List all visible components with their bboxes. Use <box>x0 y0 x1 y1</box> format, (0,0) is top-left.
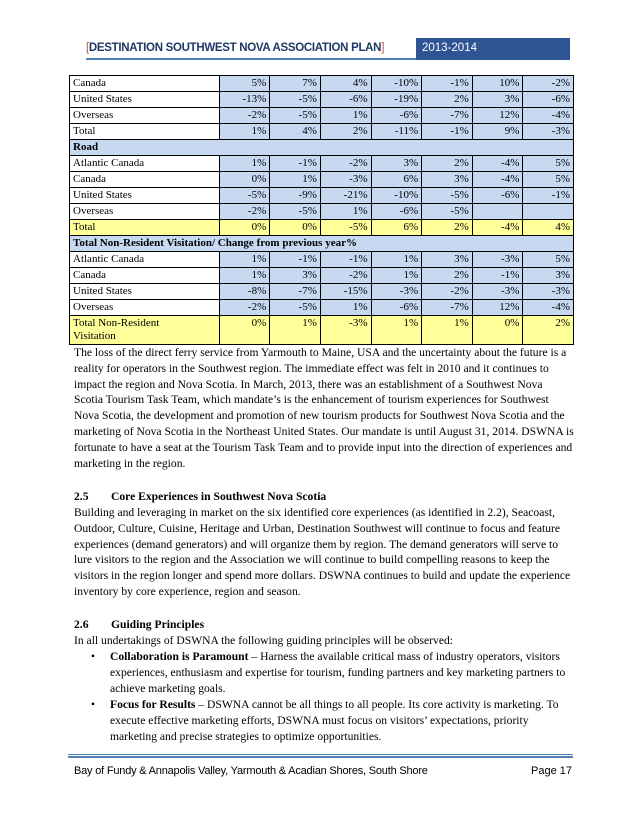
table-cell: -6% <box>371 204 422 220</box>
table-cell: 2% <box>422 220 473 236</box>
row-label-line: Total Non-Resident <box>73 317 160 329</box>
table-cell <box>523 204 574 220</box>
table-row <box>70 236 574 252</box>
table-cell: 5% <box>523 252 574 268</box>
table-cell: -1% <box>320 252 371 268</box>
row-label: Atlantic Canada <box>70 156 220 172</box>
table-cell: -6% <box>472 188 523 204</box>
table-cell: -1% <box>523 188 574 204</box>
table-row <box>70 108 574 124</box>
table-row <box>70 300 574 316</box>
bullet-icon: • <box>91 650 96 663</box>
row-label: Total <box>70 124 220 140</box>
table-cell: -2% <box>219 108 270 124</box>
table-cell: -3% <box>320 316 371 345</box>
row-label: United States <box>70 284 220 300</box>
table-cell: 3% <box>371 156 422 172</box>
table-cell: 7% <box>270 76 321 92</box>
table-cell: 1% <box>270 172 321 188</box>
section-number: 2.6 <box>74 618 89 631</box>
table-cell: -3% <box>320 172 371 188</box>
table-cell: 1% <box>270 316 321 345</box>
table-cell: -4% <box>523 108 574 124</box>
table-cell: -10% <box>371 188 422 204</box>
table-cell: -6% <box>371 108 422 124</box>
table-cell: 1% <box>371 252 422 268</box>
table-cell: -5% <box>422 204 473 220</box>
table-cell: -4% <box>472 220 523 236</box>
table-cell: -2% <box>523 76 574 92</box>
row-label: United States <box>70 92 220 108</box>
table-cell: -7% <box>422 108 473 124</box>
bullet-icon: • <box>91 698 96 712</box>
table-cell: 0% <box>270 220 321 236</box>
table-cell: -19% <box>371 92 422 108</box>
paragraph-ferry: The loss of the direct ferry service from Yarmouth to Maine, USA and the uncertainty about the future is a reality for operators in the Southwest region. The immediate effect was felt in 2010 and it continues to impact the region and Nova Scotia. In March, 2013, there was an establishment of a Southwest Nova Scotia Tourism Task Team, which mandate’s is the enhancement of tourism experiences for Southwest Nova Scotia, the development and promotion of new tourism products for Southwest Nova Scotia and the marketing of Nova Scotia in the Northeast United States. Our mandate is until August 31, 2014. DSWNA is fortunate to have a seat at the Tourism Task Team and to provide input into the direction of experiences and marketing in the region. <box>74 346 574 470</box>
table-cell: 3% <box>523 268 574 284</box>
table-row <box>70 156 574 172</box>
section-title: Guiding Principles <box>111 618 205 631</box>
header-bracket-open: [ <box>86 42 89 54</box>
table-row <box>70 92 574 108</box>
principle-title: Focus for Results <box>110 698 196 712</box>
table-cell: 2% <box>422 92 473 108</box>
table-cell: 0% <box>219 316 270 345</box>
table-cell: 4% <box>320 76 371 92</box>
row-label: Overseas <box>70 204 220 220</box>
table-cell: -3% <box>472 252 523 268</box>
table-cell: -15% <box>320 284 371 300</box>
table-cell: -4% <box>472 156 523 172</box>
table-cell: 1% <box>219 156 270 172</box>
table-cell: -6% <box>523 92 574 108</box>
table-cell: 4% <box>270 124 321 140</box>
table-cell: 12% <box>472 108 523 124</box>
table-cell: 4% <box>523 220 574 236</box>
table-row <box>70 284 574 300</box>
table-cell: -5% <box>270 300 321 316</box>
table-cell <box>472 204 523 220</box>
table-cell: -5% <box>270 92 321 108</box>
row-label-line: Visitation <box>73 330 116 342</box>
row-label: Overseas <box>70 108 220 124</box>
table-cell: 12% <box>472 300 523 316</box>
row-label: United States <box>70 188 220 204</box>
table-cell: -6% <box>320 92 371 108</box>
table-cell: 3% <box>422 252 473 268</box>
header-title-text: DESTINATION SOUTHWEST NOVA ASSOCIATION PLAN <box>88 42 382 54</box>
table-cell: 3% <box>270 268 321 284</box>
table-cell: -4% <box>523 300 574 316</box>
table-cell: 0% <box>472 316 523 345</box>
table-cell: -2% <box>422 284 473 300</box>
table-cell: -13% <box>219 92 270 108</box>
table-cell: -1% <box>270 156 321 172</box>
table-cell: -2% <box>320 156 371 172</box>
list-item <box>74 697 574 744</box>
table-cell: -9% <box>270 188 321 204</box>
row-label: Total <box>70 220 220 236</box>
table-row <box>70 140 574 156</box>
table-cell: 1% <box>320 300 371 316</box>
table-row <box>70 76 574 92</box>
row-label: Atlantic Canada <box>70 252 220 268</box>
table-row <box>70 124 574 140</box>
principle-text: – DSWNA cannot be all things to all people. Its core activity is marketing. To execute effective marketing efforts, DSWNA must focus on visitors’ expectations, priority marketing and precise strategies to optimize opportunities. <box>110 698 559 743</box>
table-cell: 10% <box>472 76 523 92</box>
section-heading-2-5 <box>74 489 574 505</box>
table-row <box>70 188 574 204</box>
header-bracket-close: ] <box>381 42 385 54</box>
table-row <box>70 172 574 188</box>
table-cell: 1% <box>422 316 473 345</box>
table-row <box>70 252 574 268</box>
table-cell: -3% <box>472 284 523 300</box>
header-year: 2013-2014 <box>416 38 570 60</box>
table-cell: -2% <box>320 268 371 284</box>
table-cell: 1% <box>320 108 371 124</box>
principles-list <box>74 649 574 746</box>
row-label: Canada <box>70 76 220 92</box>
table-cell: 0% <box>219 172 270 188</box>
table-cell: -21% <box>320 188 371 204</box>
section-title: Core Experiences in Southwest Nova Scotia <box>111 490 327 503</box>
table-cell: -7% <box>270 284 321 300</box>
table-cell: -6% <box>371 300 422 316</box>
row-label: Canada <box>70 268 220 284</box>
table-cell: 6% <box>371 172 422 188</box>
footer-regions: Bay of Fundy & Annapolis Valley, Yarmouth & Acadian Shores, South Shore <box>74 765 428 777</box>
table-cell: -8% <box>219 284 270 300</box>
table-cell: -3% <box>371 284 422 300</box>
table-cell: -5% <box>270 108 321 124</box>
table-cell: 2% <box>523 316 574 345</box>
table-cell: 2% <box>320 124 371 140</box>
table-cell: 1% <box>320 204 371 220</box>
section-number: 2.5 <box>74 490 89 503</box>
table-cell: -5% <box>422 188 473 204</box>
table-cell: 1% <box>371 268 422 284</box>
table-cell: -1% <box>270 252 321 268</box>
table-cell: 2% <box>422 268 473 284</box>
table-cell: -5% <box>320 220 371 236</box>
table-cell: 0% <box>219 220 270 236</box>
table-cell: 2% <box>422 156 473 172</box>
table-cell: -3% <box>523 284 574 300</box>
table-cell: -10% <box>371 76 422 92</box>
table-cell: -5% <box>219 188 270 204</box>
table-cell: 5% <box>523 156 574 172</box>
footer-divider <box>68 754 573 755</box>
table-cell: -5% <box>270 204 321 220</box>
section-heading-2-6 <box>74 617 574 633</box>
footer-divider-thick <box>68 756 573 758</box>
visitation-table <box>69 75 574 345</box>
table-cell: 3% <box>472 92 523 108</box>
section-row-label: Total Non-Resident Visitation/ Change from previous year% <box>70 236 574 252</box>
table-cell: 1% <box>219 252 270 268</box>
table-cell: -1% <box>422 124 473 140</box>
table-row <box>70 220 574 236</box>
table-cell: -2% <box>219 204 270 220</box>
table-cell: 5% <box>219 76 270 92</box>
table-cell: -4% <box>472 172 523 188</box>
table-cell: -1% <box>422 76 473 92</box>
table-row <box>70 204 574 220</box>
table-cell: -1% <box>472 268 523 284</box>
table-cell: -2% <box>219 300 270 316</box>
visitation-table-body <box>70 76 574 345</box>
row-label: Overseas <box>70 300 220 316</box>
table-cell: 9% <box>472 124 523 140</box>
table-row <box>70 316 574 345</box>
paragraph-core-experiences: Building and leveraging in market on the six identified core experiences (as identified in 2.2), Seacoast, Outdoor, Culture, Cuisine, Heritage and Urban, Destination Southwest will continue to focus and feature experiences (demand generators) and will organize them by region. The demand generators will serve to lure visitors to the region and the Association we will continue to build compelling reasons to keep the visitors in the region longer and spend more dollars. DSWNA continues to build and update the experience inventory by core experience, region and season. <box>74 506 571 598</box>
table-cell: 6% <box>371 220 422 236</box>
list-item <box>74 649 574 696</box>
principle-text: – Harness the available critical mass of industry operators, visitors experiences, enthusiasm and expertise for tourism, funding partners and key marketing partners to achieve marketing goals. <box>110 650 566 695</box>
row-label <box>70 316 220 345</box>
table-cell: -7% <box>422 300 473 316</box>
table-cell: 1% <box>219 124 270 140</box>
table-cell: -3% <box>523 124 574 140</box>
table-row <box>70 268 574 284</box>
principle-title: Collaboration is Paramount <box>110 650 249 663</box>
section-row-label: Road <box>70 140 574 156</box>
table-cell: -11% <box>371 124 422 140</box>
table-cell: 3% <box>422 172 473 188</box>
paragraph-principles-intro: In all undertakings of DSWNA the following guiding principles will be observed: <box>74 634 453 647</box>
table-cell: 1% <box>219 268 270 284</box>
table-cell: 5% <box>523 172 574 188</box>
page-number: Page 17 <box>531 765 572 777</box>
header-title <box>86 38 416 60</box>
table-cell: 1% <box>371 316 422 345</box>
row-label: Canada <box>70 172 220 188</box>
page-header <box>86 38 570 60</box>
